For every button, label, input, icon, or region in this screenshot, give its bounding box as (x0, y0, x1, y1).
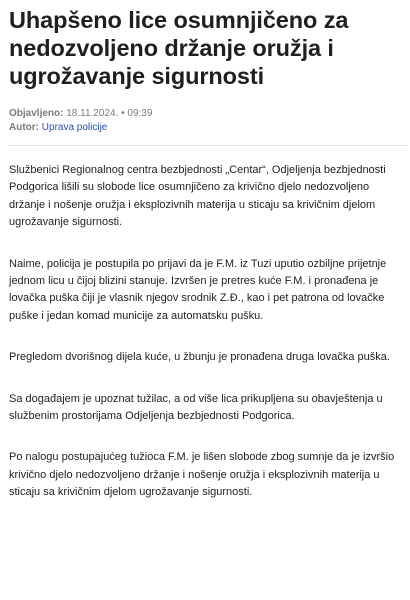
article-paragraph: Naime, policija je postupila po prijavi da je F.M. iz Tuzi uputio ozbiljne prijetnje jednom licu u čijoj blizini stanuje. Izvršen je pretres kuće F.M. i pronađena je lovačka puška čiji je vlasnik njegov srodnik Z.Đ., kao i pet patrona od lovačke puške i jedan komad municije za automatsku pušku. (9, 257, 387, 322)
author-row (9, 121, 404, 135)
article-title: Uhapšeno lice osumnjičeno za nedozvoljeno držanje oružja i ugrožavanje sigurnosti (9, 7, 349, 89)
published-label: Objavljeno: (9, 108, 64, 119)
published-date: 18.11.2024. • 09:39 (66, 108, 153, 119)
article-body (9, 162, 404, 502)
article-paragraph: Službenici Regionalnog centra bezbjednosti „Centar“, Odjeljenja bezbjednosti Podgorica lišili su slobode lice osumnjičeno za krivično djelo nedozvoljeno držanje i nošenje oružja i eksplozivnih materija u sticaju sa krivičnim djelom ugrožavanje sigurnosti. (9, 164, 386, 229)
divider (9, 145, 408, 146)
published-row (9, 107, 404, 121)
article-meta (9, 107, 404, 135)
article-paragraph: Po nalogu postupajućeg tužioca F.M. je lišen slobode zbog sumnje da je izvršio krivično djelo nedozvoljeno držanje i nošenje oružja i eksplozivnih materija u sticaju sa krivičnim djelom ugrožavanje sigurnosti. (9, 451, 395, 499)
author-label: Autor: (9, 122, 39, 133)
article-paragraph: Pregledom dvorišnog dijela kuće, u žbunju je pronađena druga lovačka puška. (9, 351, 390, 364)
author-link[interactable]: Uprava policije (41, 122, 108, 133)
article-paragraph: Sa događajem je upoznat tužilac, a od više lica prikupljena su obavještenja u službenim prostorijama Odjeljenja bezbjednosti Podgorica. (9, 392, 383, 423)
